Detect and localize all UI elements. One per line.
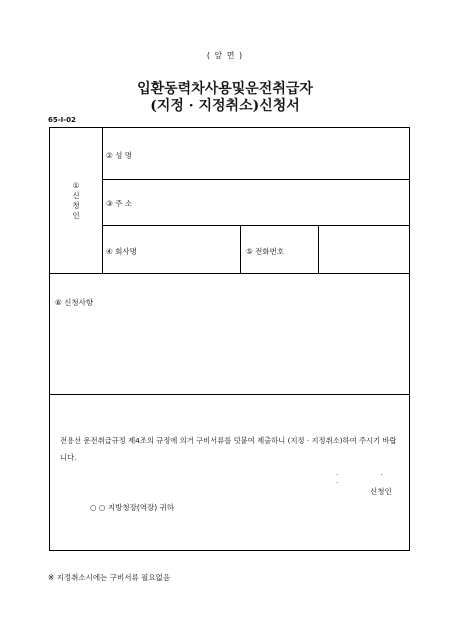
page-side-label: ( 앞 면 ) [206, 51, 244, 60]
date-placeholder: · · · [336, 471, 403, 487]
recipient-text: ○ ○ 지방청장(역장) 귀하 [90, 503, 175, 512]
applicant-label-char: 인 [72, 210, 80, 220]
signature-label: 신청인 [370, 487, 392, 496]
row-divider-address [102, 225, 410, 226]
application-form [49, 127, 410, 551]
name-field-label: ② 성 명 [106, 151, 132, 160]
footnote: ※ 지정취소시에는 구비서류 필요없음 [48, 573, 171, 582]
phone-field-label: ⑤ 전화번호 [246, 247, 285, 256]
row-divider-name [102, 179, 410, 180]
applicant-section-bottom [50, 273, 410, 274]
company-field-label: ④ 회사명 [106, 247, 137, 256]
form-title-line2: (지정 · 지정취소)신청서 [150, 98, 300, 114]
applicant-label-char: 청 [72, 200, 80, 210]
form-code: 65-Ⅰ-02 [48, 116, 76, 124]
declaration-text: 전용선 운전취급규정 제4조의 규정에 의거 구비서류를 덧붙여 제출하니 (지정 · 지정취소)하여 주시기 바랍니다. [60, 436, 397, 462]
applicant-label [50, 128, 102, 273]
applicant-label-char: 신 [72, 190, 80, 200]
address-field-label: ③ 주 소 [106, 199, 132, 208]
applicant-label-char: ① [72, 180, 80, 190]
form-title-line1: 입환동력차사용및운전취급자 [137, 81, 313, 97]
phone-value-divider [318, 225, 319, 273]
company-phone-divider [240, 225, 241, 273]
applicant-column-divider [102, 128, 103, 273]
application-details-label: ⑥ 신청사항 [55, 298, 94, 307]
details-section-bottom [50, 394, 410, 395]
